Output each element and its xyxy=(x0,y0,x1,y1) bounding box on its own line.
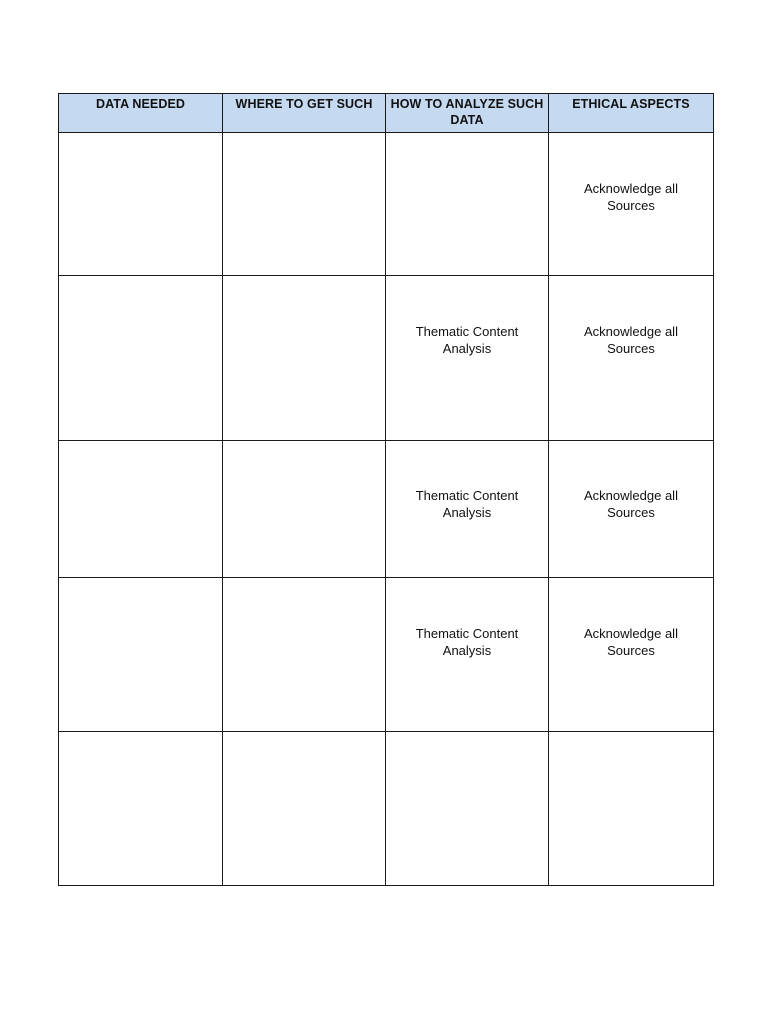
cell-text xyxy=(412,732,522,780)
table-cell xyxy=(386,441,549,578)
header-ethical-aspects: ETHICAL ASPECTS xyxy=(549,94,714,133)
table-cell xyxy=(386,578,549,732)
table-cell xyxy=(223,133,386,276)
table-header-row xyxy=(59,94,714,133)
cell-text xyxy=(249,276,359,324)
cell-text xyxy=(86,276,196,324)
table-row xyxy=(59,276,714,441)
table-cell xyxy=(59,732,223,886)
table-cell xyxy=(223,441,386,578)
table-cell xyxy=(223,276,386,441)
table-cell xyxy=(59,441,223,578)
cell-text: Thematic Content Analysis xyxy=(415,626,519,658)
header-how-to-analyze: HOW TO ANALYZE SUCH DATA xyxy=(386,94,549,133)
table-cell xyxy=(386,276,549,441)
table-cell xyxy=(59,276,223,441)
cell-text: Acknowledge all Sources xyxy=(584,626,678,658)
cell-text: Acknowledge all Sources xyxy=(584,181,678,213)
cell-text xyxy=(86,732,196,780)
cell-text xyxy=(86,441,196,488)
table-row xyxy=(59,578,714,732)
table-cell xyxy=(549,441,714,578)
header-where-to-get: WHERE TO GET SUCH xyxy=(223,94,386,133)
cell-text xyxy=(249,578,359,626)
table-cell xyxy=(386,133,549,276)
table-cell xyxy=(223,732,386,886)
cell-text xyxy=(86,578,196,626)
cell-text xyxy=(576,732,686,780)
cell-text xyxy=(412,133,522,181)
table-cell xyxy=(223,578,386,732)
table-cell xyxy=(59,578,223,732)
research-plan-table xyxy=(58,93,714,886)
table-cell xyxy=(59,133,223,276)
table-cell xyxy=(549,133,714,276)
cell-text: Acknowledge all Sources xyxy=(584,488,678,520)
table-cell xyxy=(549,732,714,886)
table-row xyxy=(59,133,714,276)
header-data-needed: DATA NEEDED xyxy=(59,94,223,133)
table-cell xyxy=(549,578,714,732)
table-row xyxy=(59,441,714,578)
table-row xyxy=(59,732,714,886)
cell-text xyxy=(249,732,359,780)
cell-text: Thematic Content Analysis xyxy=(415,488,519,520)
cell-text xyxy=(86,133,196,181)
cell-text: Thematic Content Analysis xyxy=(415,324,519,356)
table-cell xyxy=(386,732,549,886)
cell-text xyxy=(249,441,359,488)
table-cell xyxy=(549,276,714,441)
cell-text: Acknowledge all Sources xyxy=(584,324,678,356)
cell-text xyxy=(249,133,359,181)
